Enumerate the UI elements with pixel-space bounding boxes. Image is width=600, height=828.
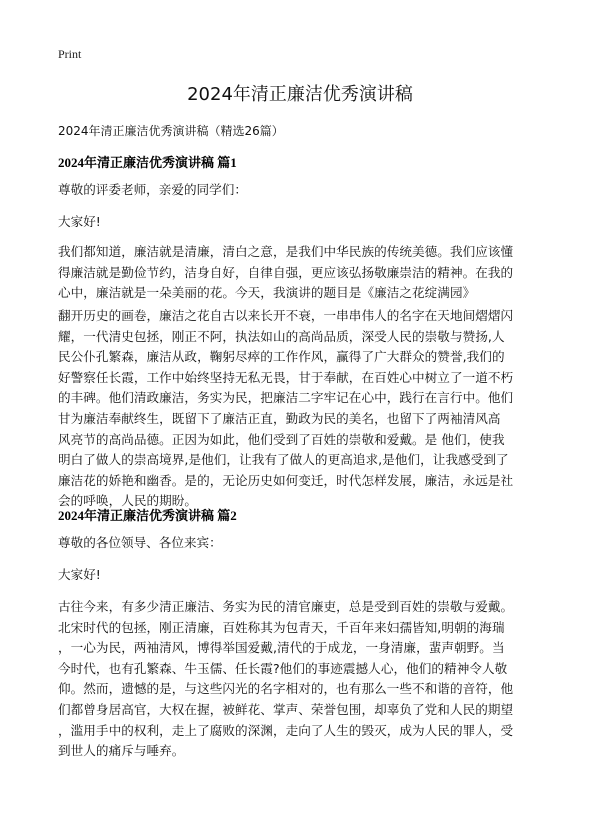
section-1-paragraph-1 bbox=[58, 242, 548, 304]
section-1-paragraph-2 bbox=[58, 306, 548, 512]
text-line: 廉洁花的娇艳和幽香。是的，无论历史如何变迁，时代怎样发展，廉洁，永远是社 bbox=[58, 472, 514, 488]
text-line: 民公仆孔繁森，廉洁从政，鞠躬尽瘁的工作作风，赢得了广大群众的赞誉,我们的 bbox=[58, 349, 505, 365]
section-2-salutation: 大家好! bbox=[58, 567, 101, 582]
text-line: 的丰碑。他们清政廉洁，务实为民，把廉洁二字牢记在心中，践行在言行中。他们 bbox=[58, 390, 514, 406]
text-line: 风亮节的高尚品德。正因为如此，他们受到了百姓的崇敬和爱戴。是 他们，使我 bbox=[58, 431, 505, 447]
text-line: 明白了做人的崇高境界,是他们，让我有了做人的更高追求,是他们，让我感受到了 bbox=[58, 452, 509, 468]
print-label: Print bbox=[58, 47, 82, 61]
text-line: 仰。然而，遗憾的是，与这些闪光的名字相对的，也有那么一些不和谐的音符，他 bbox=[58, 681, 514, 697]
text-line: 耀，一代清史包拯，刚正不阿，执法如山的高尚品质，深受人民的崇敬与赞扬,人 bbox=[58, 328, 505, 344]
text-line: ，滥用手中的权利，走上了腐败的深渊，走向了人生的毁灭，成为人民的罪人，受 bbox=[58, 722, 514, 738]
text-line: 古往今来，有多少清正廉洁、务实为民的清官廉吏，总是受到百姓的崇敬与爱戴。 bbox=[58, 599, 514, 614]
text-line: ，一心为民，两袖清风，博得举国爱戴,清代的于成龙，一身清廉，蜚声朝野。当 bbox=[58, 640, 505, 656]
text-line: 北宋时代的包拯，刚正清廉，百姓称其为包青天，千百年来妇孺皆知,明朝的海瑞 bbox=[58, 619, 505, 635]
section-1-salutation: 大家好! bbox=[58, 214, 101, 229]
text-line: 心中，廉洁就是一朵美丽的花。今天，我演讲的题目是《廉洁之花绽满园》 bbox=[58, 285, 476, 301]
text-line: 甘为廉洁奉献终生，既留下了廉洁正直，勤政为民的美名，也留下了两袖清风高 bbox=[58, 410, 501, 426]
document-title: 2024年清正廉洁优秀演讲稿 bbox=[187, 84, 413, 105]
text-line: 会的呼唤，人民的期盼。 bbox=[58, 493, 198, 509]
text-line: 得廉洁就是勤俭节约，洁身自好，自律自强，更应该弘扬敬廉崇洁的精神。在我的 bbox=[58, 264, 514, 280]
section-heading-1: 2024年清正廉洁优秀演讲稿 篇1 bbox=[58, 155, 237, 170]
document-subtitle: 2024年清正廉洁优秀演讲稿（精选26篇） bbox=[58, 124, 284, 138]
text-line: 到世人的痛斥与唾弃。 bbox=[58, 743, 185, 759]
text-line: 我们都知道，廉洁就是清廉，清白之意，是我们中华民族的传统美德。我们应该懂 bbox=[58, 244, 514, 259]
section-2-greeting: 尊敬的各位领导、各位来宾： bbox=[58, 535, 222, 550]
text-line: 今时代，也有孔繁森、牛玉儒、任长霞?他们的事迹震撼人心，他们的精神令人敬 bbox=[58, 660, 508, 676]
section-2-paragraph-1 bbox=[58, 597, 548, 762]
text-line: 好警察任长霞，工作中始终坚持无私无畏，甘于奉献，在百姓心中树立了一道不朽 bbox=[58, 369, 514, 385]
text-line: 翻开历史的画卷，廉洁之花自古以来长开不衰，一串串伟人的名字在天地间熠熠闪 bbox=[58, 308, 514, 323]
text-line: 们都曾身居高官，大权在握，被鲜花、掌声、荣誉包围，却辜负了党和人民的期望 bbox=[58, 701, 514, 717]
section-heading-2: 2024年清正廉洁优秀演讲稿 篇2 bbox=[58, 508, 237, 523]
section-1-greeting: 尊敬的评委老师，亲爱的同学们： bbox=[58, 182, 247, 197]
